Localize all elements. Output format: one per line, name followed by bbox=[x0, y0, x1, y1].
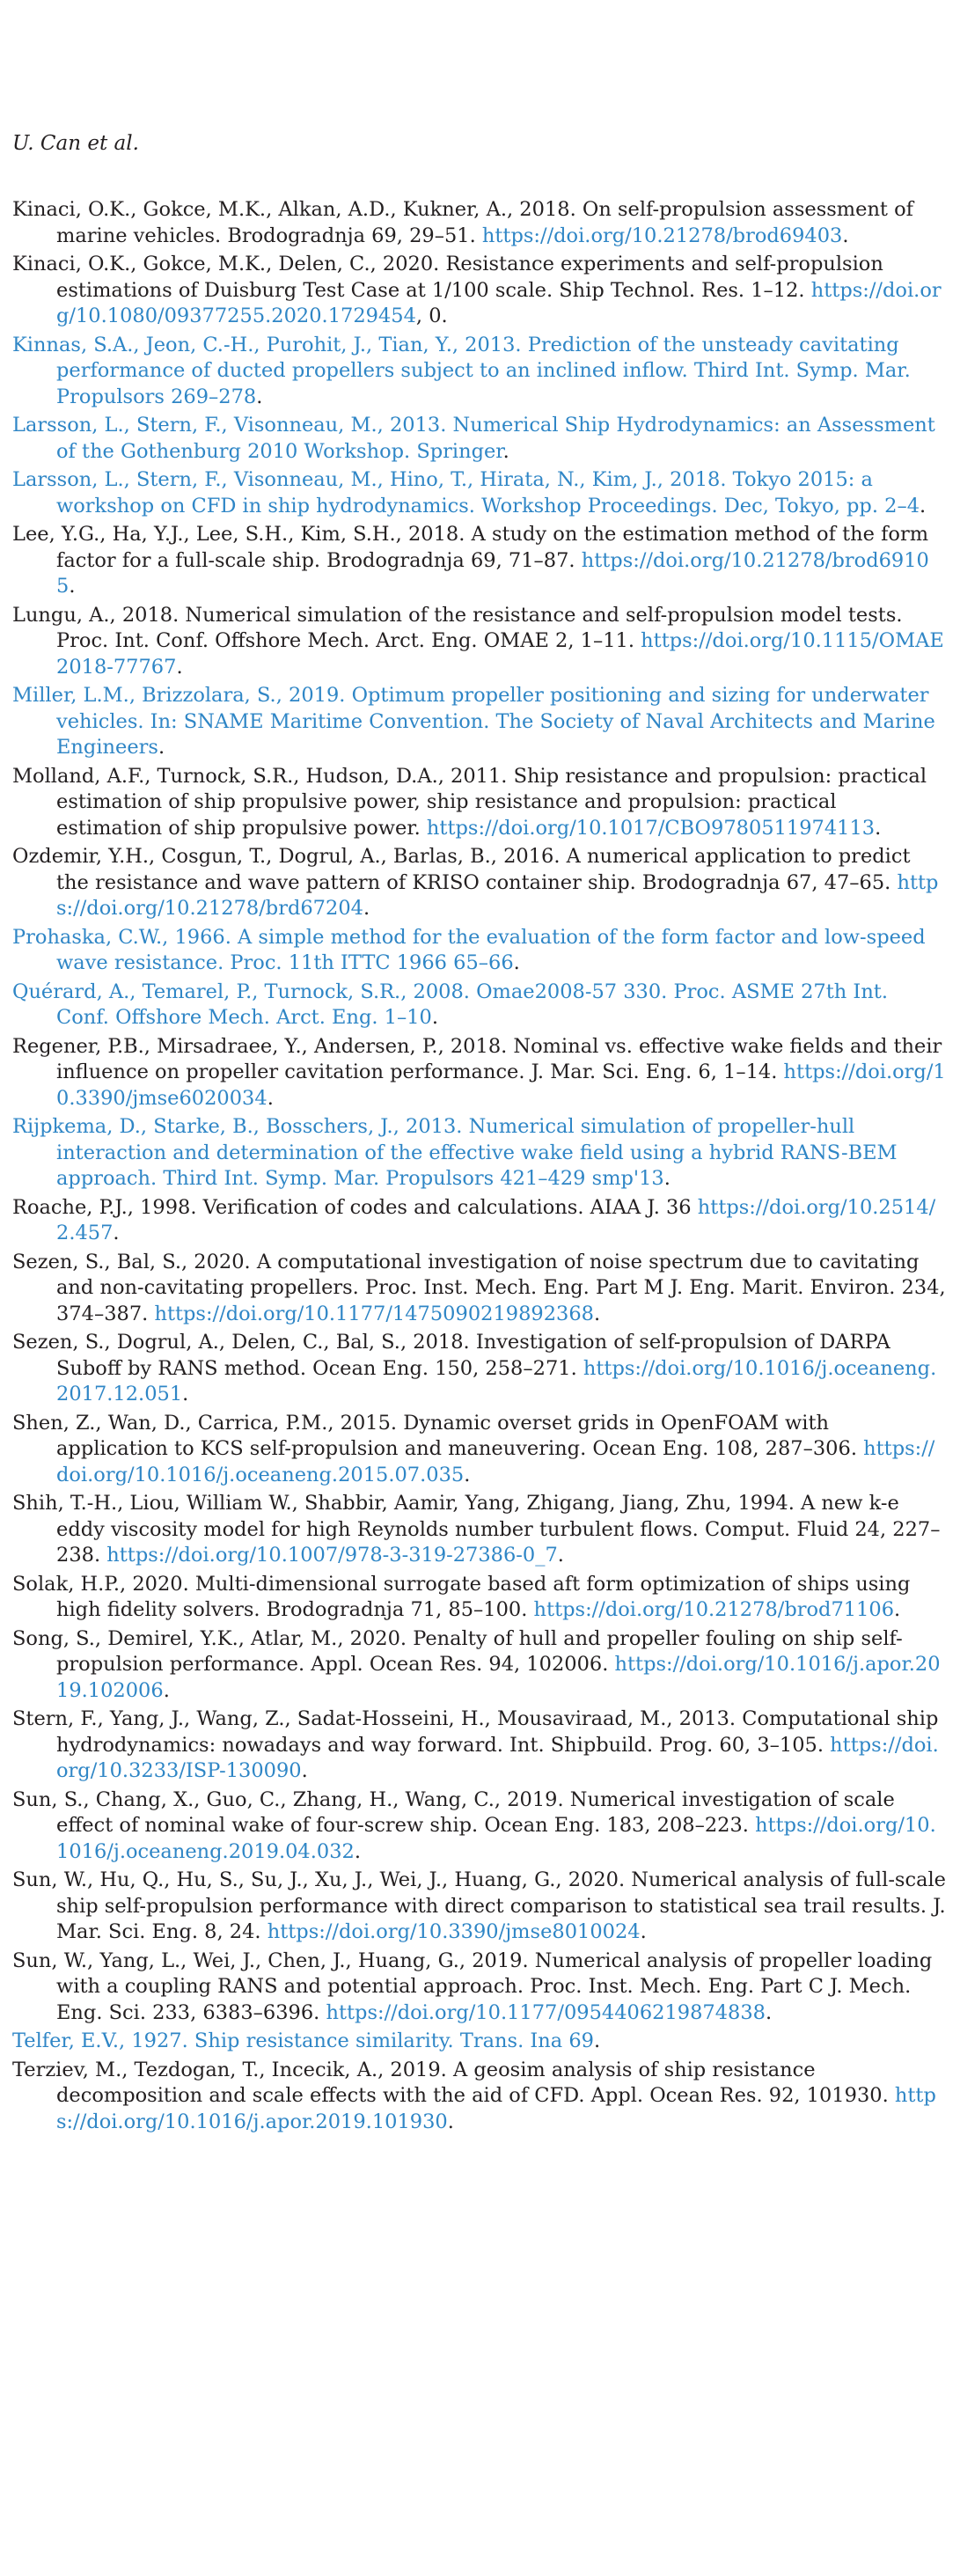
reference-entry bbox=[12, 1949, 947, 2027]
reference-entry bbox=[12, 1195, 947, 1247]
reference-entry bbox=[12, 522, 947, 600]
reference-tail: . bbox=[363, 897, 370, 920]
reference-text: Roache, P.J., 1998. Verification of codes and calculations. AIAA J. 36 bbox=[12, 1195, 698, 1219]
reference-entry bbox=[12, 1787, 947, 1866]
doi-link[interactable]: https://doi.org/10.3390/jmse6020034 bbox=[56, 1060, 946, 1110]
reference-tail: . bbox=[158, 736, 165, 759]
reference-tail: . bbox=[663, 1167, 671, 1190]
reference-tail: . bbox=[464, 1463, 471, 1486]
reference-tail: . bbox=[431, 1006, 438, 1029]
reference-text: Song, S., Demirel, Y.K., Atlar, M., 2020. Penalty of hull and propeller fouling on ship self-propulsion performance. Appl. Ocean Res. 94, 102006. bbox=[12, 1626, 903, 1676]
reference-tail: . bbox=[557, 1544, 564, 1567]
reference-text: Lungu, A., 2018. Numerical simulation of the resistance and self-propulsion model tests. Proc. Int. Conf. Offshore Mech. Arct. Eng. OMAE 2, 1–11. bbox=[12, 603, 903, 652]
reference-entry[interactable] bbox=[12, 413, 947, 465]
reference-tail: . bbox=[842, 224, 849, 247]
reference-tail: . bbox=[513, 951, 520, 974]
doi-link[interactable]: https://doi.org/10.21278/brod69105 bbox=[56, 548, 929, 598]
reference-entry bbox=[12, 1330, 947, 1408]
reference-entry bbox=[12, 1868, 947, 1946]
reference-tail: . bbox=[163, 1678, 170, 1702]
reference-tail: . bbox=[182, 1383, 189, 1405]
reference-entry[interactable] bbox=[12, 2029, 947, 2055]
reference-text: Solak, H.P., 2020. Multi-dimensional surrogate based aft form optimization of ships using high fidelity solvers. Brodogradnja 71, 85–100. bbox=[12, 1572, 911, 1621]
reference-text: Larsson, L., Stern, F., Visonneau, M., 2013. Numerical Ship Hydrodynamics: an Assessment of the Gothenburg 2010 Workshop. Springer bbox=[12, 414, 935, 463]
reference-entry[interactable] bbox=[12, 333, 947, 411]
reference-tail: . bbox=[256, 385, 263, 408]
doi-link[interactable]: https://doi.org/10.1016/j.oceaneng.2015.07.035 bbox=[56, 1437, 935, 1486]
reference-text: Miller, L.M., Brizzolara, S., 2019. Optimum propeller positioning and sizing for underwater vehicles. In: SNAME Maritime Convention. The Society of Naval Architects and Marine Engineers bbox=[12, 684, 935, 759]
reference-entry bbox=[12, 844, 947, 922]
doi-link[interactable]: https://doi.org/10.1177/1475090219892368 bbox=[154, 1302, 594, 1325]
reference-entry bbox=[12, 1411, 947, 1489]
reference-tail: . bbox=[113, 1222, 120, 1244]
reference-text: Sezen, S., Bal, S., 2020. A computational investigation of noise spectrum due to cavitating and non-cavitating propellers. Proc. Inst. Mech. Eng. Part M J. Eng. Marit. Environ. 234, 374–387. bbox=[12, 1250, 946, 1325]
reference-entry[interactable] bbox=[12, 1114, 947, 1193]
reference-entry[interactable] bbox=[12, 683, 947, 761]
reference-entry[interactable] bbox=[12, 925, 947, 977]
reference-text: Terziev, M., Tezdogan, T., Incecik, A., 2019. A geosim analysis of ship resistance decomposition and scale effects with the aid of CFD. Appl. Ocean Res. 92, 101930. bbox=[12, 2058, 895, 2107]
doi-link[interactable]: https://doi.org/10.21278/brod69403 bbox=[481, 224, 843, 247]
reference-text: Regener, P.B., Mirsadraee, Y., Andersen, P., 2018. Nominal vs. effective wake fields and their influence on propeller cavitation performance. J. Mar. Sci. Eng. 6, 1–14. bbox=[12, 1034, 942, 1083]
reference-tail: . bbox=[301, 1759, 308, 1782]
doi-link[interactable]: https://doi.org/10.1017/CBO9780511974113 bbox=[426, 816, 876, 840]
reference-tail: . bbox=[640, 1920, 647, 1943]
reference-tail: . bbox=[894, 1598, 901, 1621]
reference-tail: . bbox=[875, 816, 882, 840]
reference-tail: . bbox=[502, 439, 509, 463]
reference-text: Quérard, A., Temarel, P., Turnock, S.R., 2008. Omae2008-57 330. Proc. ASME 27th Int. Conf. Offshore Mech. Arct. Eng. 1–10 bbox=[12, 980, 888, 1029]
reference-text: Ozdemir, Y.H., Cosgun, T., Dogrul, A., Barlas, B., 2016. A numerical application to predict the resistance and wave pattern of KRISO container ship. Brodogradnja 67, 47–65. bbox=[12, 845, 911, 894]
reference-tail: . bbox=[447, 2110, 454, 2133]
doi-link[interactable]: https://doi.org/10.2514/2.457 bbox=[56, 1195, 936, 1244]
reference-entry bbox=[12, 603, 947, 681]
doi-link[interactable]: https://doi.org/10.3390/jmse8010024 bbox=[267, 1920, 641, 1943]
reference-text: Telfer, E.V., 1927. Ship resistance similarity. Trans. Ina 69 bbox=[12, 2029, 594, 2052]
doi-link[interactable]: https://doi.org/10.3233/ISP-130090 bbox=[56, 1733, 939, 1782]
reference-text: Kinaci, O.K., Gokce, M.K., Alkan, A.D., Kukner, A., 2018. On self-propulsion assessment of marine vehicles. Brodogradnja 69, 29–51. bbox=[12, 198, 914, 247]
reference-entry bbox=[12, 1706, 947, 1785]
doi-link[interactable]: https://doi.org/10.1115/OMAE2018-77767 bbox=[56, 629, 944, 679]
reference-entry bbox=[12, 1250, 947, 1328]
running-head: U. Can et al. bbox=[12, 132, 139, 155]
doi-link[interactable]: https://doi.org/10.1080/09377255.2020.1729454 bbox=[56, 278, 942, 327]
reference-tail: , 0. bbox=[415, 305, 448, 327]
reference-text: Stern, F., Yang, J., Wang, Z., Sadat-Hosseini, H., Mousaviraad, M., 2013. Computational ship hydrodynamics: nowadays and way forward. Int. Shipbuild. Prog. 60, 3–105. bbox=[12, 1707, 939, 1757]
reference-entry[interactable] bbox=[12, 467, 947, 519]
reference-entry[interactable] bbox=[12, 980, 947, 1031]
reference-tail: . bbox=[176, 655, 183, 679]
reference-entry bbox=[12, 764, 947, 842]
reference-text: Molland, A.F., Turnock, S.R., Hudson, D.A., 2011. Ship resistance and propulsion: practical estimation of ship propulsive power, ship resistance and propulsion: practical estimation of ship propulsive power. bbox=[12, 764, 927, 840]
reference-text: Larsson, L., Stern, F., Visonneau, M., Hino, T., Hirata, N., Kim, J., 2018. Tokyo 2015: a workshop on CFD in ship hydrodynamics. Workshop Proceedings. Dec, Tokyo, pp. 2–4 bbox=[12, 468, 920, 517]
reference-entry bbox=[12, 252, 947, 330]
reference-tail: . bbox=[765, 2000, 773, 2024]
reference-text: Sun, W., Yang, L., Wei, J., Chen, J., Huang, G., 2019. Numerical analysis of propeller loading with a coupling RANS and potential approach. Proc. Inst. Mech. Eng. Part C J. Mech. Eng. Sci. 233, 6383–6396. bbox=[12, 1949, 933, 2024]
reference-entry bbox=[12, 1572, 947, 1624]
reference-tail: . bbox=[69, 575, 76, 598]
reference-text: Shen, Z., Wan, D., Carrica, P.M., 2015. Dynamic overset grids in OpenFOAM with application to KCS self-propulsion and maneuvering. Ocean Eng. 108, 287–306. bbox=[12, 1411, 864, 1460]
doi-link[interactable]: https://doi.org/10.1016/j.apor.2019.101930 bbox=[56, 2084, 936, 2133]
reference-text: Prohaska, C.W., 1966. A simple method for the evaluation of the form factor and low-speed wave resistance. Proc. 11th ITTC 1966 65–66 bbox=[12, 925, 926, 974]
reference-text: Sezen, S., Dogrul, A., Delen, C., Bal, S., 2018. Investigation of self-propulsion of DARPA Suboff by RANS method. Ocean Eng. 150, 258–271. bbox=[12, 1331, 890, 1380]
reference-tail: . bbox=[593, 1302, 601, 1325]
reference-text: Kinnas, S.A., Jeon, C.-H., Purohit, J., Tian, Y., 2013. Prediction of the unsteady cavitating performance of ducted propellers subject to an inclined inflow. Third Int. Symp. Mar. Propulsors 269–278 bbox=[12, 333, 911, 408]
reference-text: Sun, S., Chang, X., Guo, C., Zhang, H., Wang, C., 2019. Numerical investigation of scale effect of nominal wake of four-screw ship. Ocean Eng. 183, 208–223. bbox=[12, 1787, 895, 1837]
reference-entry bbox=[12, 1034, 947, 1112]
reference-text: Kinaci, O.K., Gokce, M.K., Delen, C., 2020. Resistance experiments and self-propulsion estimations of Duisburg Test Case at 1/100 scale. Ship Technol. Res. 1–12. bbox=[12, 253, 883, 302]
reference-tail: . bbox=[920, 494, 927, 517]
doi-link[interactable]: https://doi.org/10.21278/brod71106 bbox=[533, 1598, 895, 1621]
reference-tail: . bbox=[593, 2029, 601, 2052]
reference-text: Lee, Y.G., Ha, Y.J., Lee, S.H., Kim, S.H., 2018. A study on the estimation method of the form factor for a full-scale ship. Brodogradnja 69, 71–87. bbox=[12, 523, 929, 572]
doi-link[interactable]: https://doi.org/10.1016/j.oceaneng.2019.04.032 bbox=[56, 1814, 936, 1863]
reference-entry bbox=[12, 1626, 947, 1705]
doi-link[interactable]: https://doi.org/10.21278/brd67204 bbox=[56, 870, 939, 920]
reference-entry bbox=[12, 1491, 947, 1569]
reference-text: Sun, W., Hu, Q., Hu, S., Su, J., Xu, J., Wei, J., Huang, G., 2020. Numerical analysis of full-scale ship self-propulsion performance with direct comparison to statistical sea trail results. J. Mar. Sci. Eng. 8, 24. bbox=[12, 1868, 946, 1943]
reference-tail: . bbox=[267, 1086, 274, 1110]
reference-text: Shih, T.-H., Liou, William W., Shabbir, Aamir, Yang, Zhigang, Jiang, Zhu, 1994. A new k-e eddy viscosity model for high Reynolds number turbulent flows. Comput. Fluid 24, 227–238. bbox=[12, 1492, 941, 1567]
reference-tail: . bbox=[354, 1839, 361, 1863]
reference-entry bbox=[12, 2058, 947, 2136]
doi-link[interactable]: https://doi.org/10.1016/j.oceaneng.2017.12.051 bbox=[56, 1356, 937, 1405]
reference-entry bbox=[12, 197, 947, 249]
doi-link[interactable]: https://doi.org/10.1016/j.apor.2019.102006 bbox=[56, 1653, 941, 1702]
reference-text: Rijpkema, D., Starke, B., Bosschers, J., 2013. Numerical simulation of propeller-hull interaction and determination of the effective wake field using a hybrid RANS-BEM approach. Third Int. Symp. Mar. Propulsors 421–429 smp'13 bbox=[12, 1115, 898, 1190]
doi-link[interactable]: https://doi.org/10.1007/978-3-319-27386-0_7 bbox=[106, 1544, 558, 1567]
doi-link[interactable]: https://doi.org/10.1177/0954406219874838 bbox=[326, 2000, 766, 2024]
reference-list bbox=[12, 197, 947, 2138]
